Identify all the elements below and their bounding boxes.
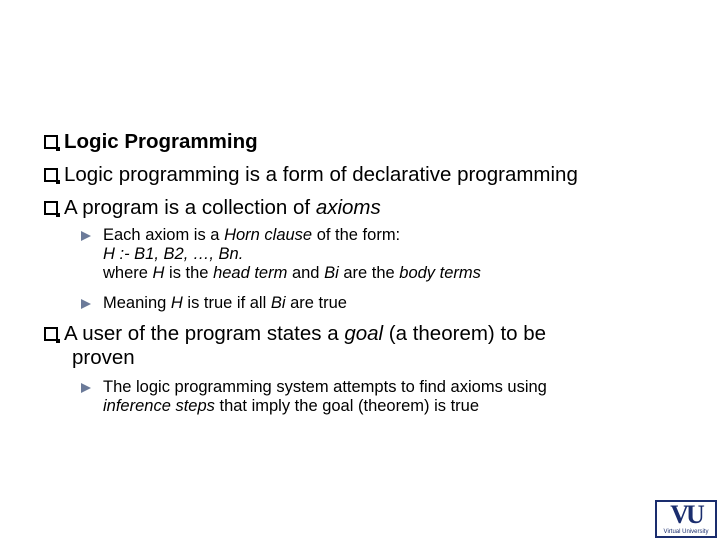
text-run: head term xyxy=(213,264,288,282)
text-run: H xyxy=(152,264,165,282)
text-run: A program is a collection of xyxy=(64,196,316,219)
text-run: goal xyxy=(344,322,384,345)
logo-mark: VU xyxy=(670,500,702,529)
sub-bullet-line xyxy=(103,397,547,416)
triangle-bullet-icon xyxy=(81,231,91,241)
text-run: axioms xyxy=(315,196,381,219)
sub-bullet-horn-clause xyxy=(103,226,481,283)
text-run: Horn clause xyxy=(224,226,313,244)
text-run: is the xyxy=(164,264,214,282)
text-run: (a theorem) to be xyxy=(383,322,547,345)
text-run: Bi xyxy=(270,294,286,312)
sub-bullet-line xyxy=(103,264,481,283)
bullet-text xyxy=(64,163,578,186)
bullet-axioms xyxy=(44,196,381,220)
text-run: of the form: xyxy=(312,226,401,244)
bullet-goal-continuation: proven xyxy=(72,346,135,369)
text-run: and xyxy=(287,264,325,282)
text-run: H :- B1, B2, …, Bn. xyxy=(103,245,244,263)
virtual-university-logo xyxy=(655,500,717,538)
sub-bullet-line xyxy=(103,226,481,245)
bullet-text xyxy=(64,130,258,153)
bullet-declarative xyxy=(44,163,578,187)
checkbox-bullet-icon xyxy=(44,201,58,215)
sub-bullet-meaning xyxy=(103,294,347,313)
checkbox-bullet-icon xyxy=(44,135,58,149)
bullet-text xyxy=(64,322,546,345)
text-run: Logic programming is a form of declarative programming xyxy=(64,163,578,186)
text-run: Logic Programming xyxy=(64,130,258,153)
logo-subtitle: Virtual University xyxy=(663,529,709,535)
triangle-bullet-icon xyxy=(81,383,91,393)
text-run: are true xyxy=(285,294,347,312)
text-run: body terms xyxy=(399,264,481,282)
checkbox-bullet-icon xyxy=(44,327,58,341)
text-run: where xyxy=(103,264,153,282)
text-run: A user of the program states a xyxy=(64,322,345,345)
bullet-text xyxy=(64,196,381,219)
sub-bullet-line xyxy=(103,378,547,397)
bullet-logic-programming xyxy=(44,130,258,154)
text-run: Meaning xyxy=(103,294,171,312)
text-run: Each axiom is a xyxy=(103,226,225,244)
text-run: are the xyxy=(338,264,400,282)
text-run: is true if all xyxy=(182,294,271,312)
bullet-goal xyxy=(44,322,546,346)
text-run: Bi xyxy=(324,264,339,282)
text-run: H xyxy=(170,294,183,312)
sub-bullet-line xyxy=(103,245,481,264)
text-run: The logic programming system attempts to find axioms using xyxy=(103,378,547,396)
triangle-bullet-icon xyxy=(81,299,91,309)
text-run: inference steps xyxy=(103,397,215,415)
sub-bullet-inference xyxy=(103,378,547,416)
text-run: that imply the goal (theorem) is true xyxy=(214,397,480,415)
sub-bullet-line xyxy=(103,294,347,313)
checkbox-bullet-icon xyxy=(44,168,58,182)
